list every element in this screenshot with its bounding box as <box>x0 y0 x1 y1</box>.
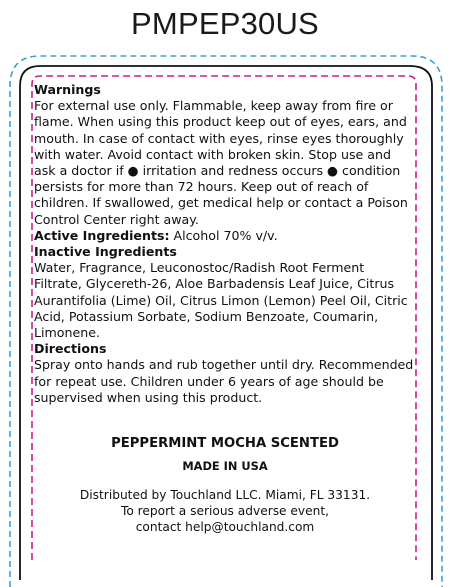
directions-text: Spray onto hands and rub together until dry. Recommended for repeat use. Children under 6 years of age should be supervised when using this product. <box>34 357 414 405</box>
label-text-block <box>34 82 416 406</box>
warnings-text: For external use only. Flammable, keep away from fire or flame. When using this product keep out of eyes, ears, and mouth. In case of contact with eyes, rinse eyes thoroughly with water. Avoid contact with broken skin. Stop use and ask a doctor if ● irritation and redness occurs ● condition persists for more than 72 hours. Keep out of reach of children. If swallowed, get medical help or contact a Poison Control Center right away. <box>34 98 408 227</box>
active-ingredients-value: Alcohol 70% v/v. <box>173 227 278 243</box>
inactive-ingredients-heading: Inactive Ingredients <box>34 244 177 260</box>
directions-heading: Directions <box>34 341 107 357</box>
scent-name: PEPPERMINT MOCHA SCENTED <box>111 436 339 451</box>
made-in-usa: MADE IN USA <box>182 459 268 473</box>
product-code-title: PMPEP30US <box>131 6 319 41</box>
inactive-ingredients-text: Water, Fragrance, Leuconostoc/Radish Root Ferment Filtrate, Glycereth-26, Aloe Barbadensis Leaf Juice, Citrus Aurantifolia (Lime) Oil, Citrus Limon (Lemon) Peel Oil, Citric Acid, Potassium Sorbate, Sodium Benzoate, Coumarin, Limonene. <box>34 260 408 341</box>
active-ingredients-label: Active Ingredients: <box>34 227 170 243</box>
adverse-event-line: To report a serious adverse event, <box>120 504 330 519</box>
active-ingredients <box>34 228 416 244</box>
warnings-heading: Warnings <box>34 82 101 97</box>
distributor-line: Distributed by Touchland LLC. Miami, FL 33131. <box>79 488 371 502</box>
distributor-info <box>34 487 416 536</box>
contact-email-line: contact help@touchland.com <box>135 520 315 535</box>
